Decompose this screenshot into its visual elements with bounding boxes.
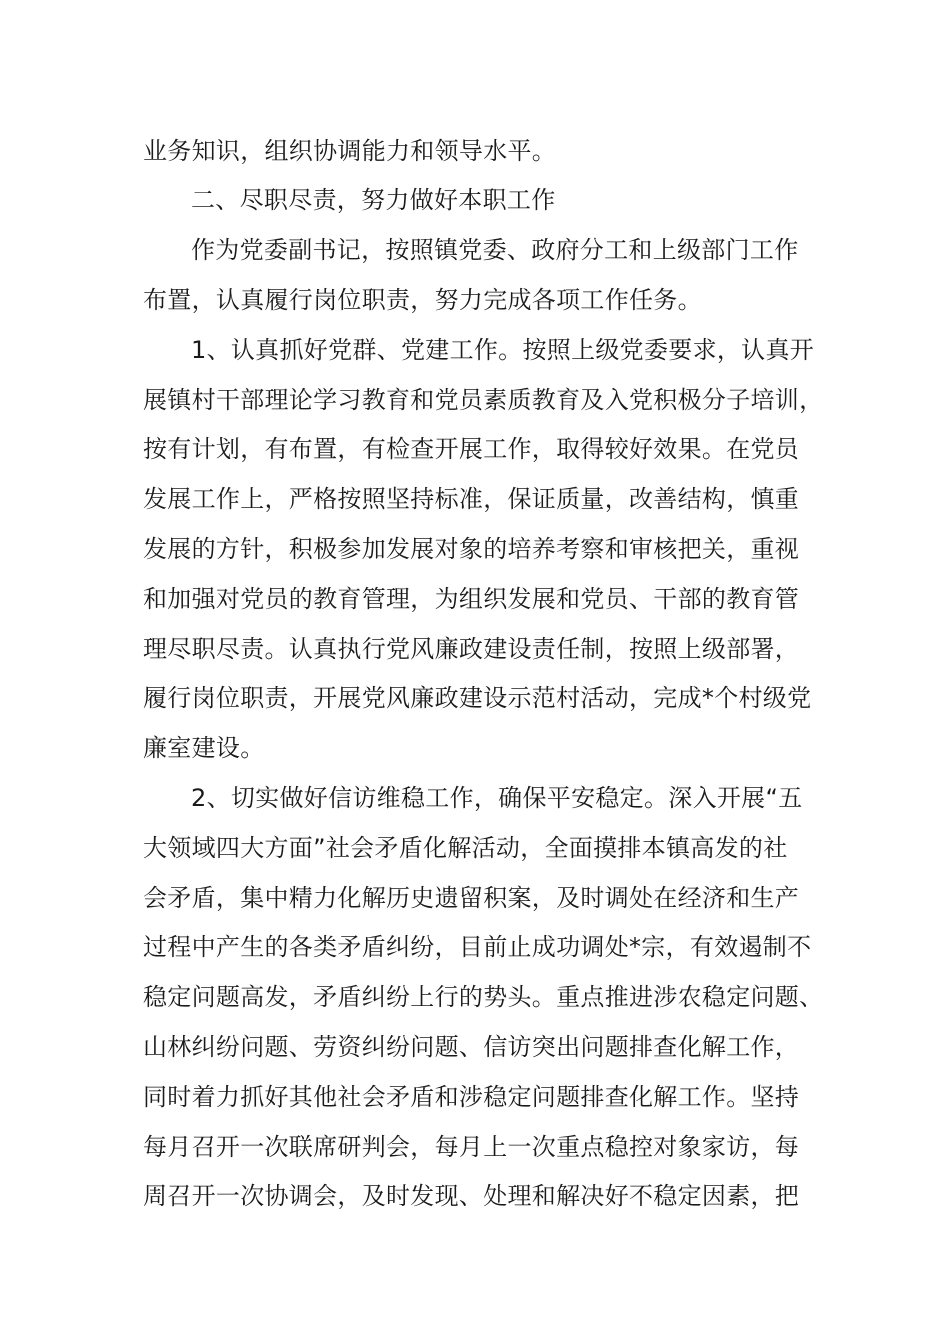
paragraph-line: 同时着力抓好其他社会矛盾和涉稳定问题排查化解工作。坚持 [143,1083,800,1111]
paragraph-line: 作为党委副书记，按照镇党委、政府分工和上级部门工作 [191,236,799,264]
paragraph-line: 廉室建设。 [143,734,265,762]
paragraph-line: 周召开一次协调会，及时发现、处理和解决好不稳定因素，把 [143,1182,800,1210]
paragraph-line: 山林纠纷问题、劳资纠纷问题、信访突出问题排查化解工作， [143,1033,800,1061]
paragraph-line: 按有计划，有布置，有检查开展工作，取得较好效果。在党员 [143,435,800,463]
paragraph-line: 会矛盾，集中精力化解历史遗留积案，及时调处在经济和生产 [143,884,800,912]
section-heading: 二、尽职尽责，努力做好本职工作 [191,186,556,214]
paragraph-line: 展镇村干部理论学习教育和党员素质教育及入党积极分子培训， [143,386,824,414]
paragraph-line: 稳定问题高发，矛盾纠纷上行的势头。重点推进涉农稳定问题、 [143,983,824,1011]
paragraph-line: 过程中产生的各类矛盾纠纷，目前止成功调处*宗，有效遏制不 [143,933,812,961]
paragraph-line: 1、认真抓好党群、党建工作。按照上级党委要求，认真开 [191,336,815,364]
paragraph-line: 业务知识，组织协调能力和领导水平。 [143,137,557,165]
paragraph-line: 每月召开一次联席研判会，每月上一次重点稳控对象家访，每 [143,1133,800,1161]
paragraph-line: 大领域四大方面”社会矛盾化解活动，全面摸排本镇高发的社 [143,834,788,862]
paragraph-line: 理尽职尽责。认真执行党风廉政建设责任制，按照上级部署， [143,635,800,663]
paragraph-line: 发展的方针，积极参加发展对象的培养考察和审核把关，重视 [143,535,800,563]
paragraph-line: 和加强对党员的教育管理，为组织发展和党员、干部的教育管 [143,585,800,613]
paragraph-line: 布置，认真履行岗位职责，努力完成各项工作任务。 [143,286,702,314]
paragraph-line: 2、切实做好信访维稳工作，确保平安稳定。深入开展“五 [191,784,803,812]
paragraph-line: 发展工作上，严格按照坚持标准，保证质量，改善结构，慎重 [143,485,800,513]
paragraph-line: 履行岗位职责，开展党风廉政建设示范村活动，完成*个村级党 [143,684,812,712]
